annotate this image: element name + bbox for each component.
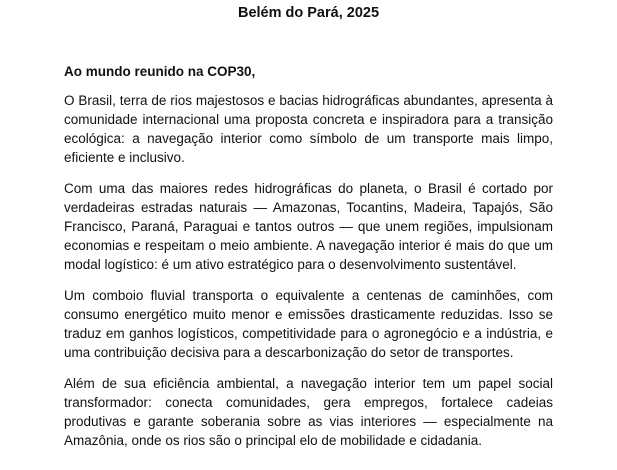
- letter-body: [64, 63, 553, 462]
- paragraph-1: O Brasil, terra de rios majestosos e bacias hidrográficas abundantes, apresenta à comunidade internacional uma proposta concreta e inspiradora para a transição ecológica: a navegação interior como símbolo de um transporte mais limpo, eficiente e inclusivo.: [64, 93, 553, 165]
- paragraph-4: Além de sua eficiência ambiental, a navegação interior tem um papel social transformador: conecta comunidades, gera empregos, fortalece cadeias produtivas e garante soberania sobre as vias interiores — especialmente na Amazônia, onde os rios são o principal elo de mobilidade e cidadania.: [64, 376, 553, 448]
- salutation: Ao mundo reunido na COP30,: [64, 64, 256, 79]
- place-date-heading: Belém do Pará, 2025: [237, 5, 380, 21]
- paragraph-2: Com uma das maiores redes hidrográficas do planeta, o Brasil é cortado por verdadeiras estradas naturais — Amazonas, Tocantins, Madeira, Tapajós, São Francisco, Paraná, Paraguai e tantos outros — que unem regiões, impulsionam economias e respeitam o meio ambiente. A navegação interior é mais do que um modal logístico: é um ativo estratégico para o desenvolvimento sustentável.: [64, 181, 553, 272]
- paragraph-3: Um comboio fluvial transporta o equivalente a centenas de caminhões, com consumo energético muito menor e emissões drasticamente reduzidas. Isso se traduz em ganhos logísticos, competitividade para o agronegócio e a indústria, e uma contribuição decisiva para a descarbonização do setor de transportes.: [64, 288, 553, 360]
